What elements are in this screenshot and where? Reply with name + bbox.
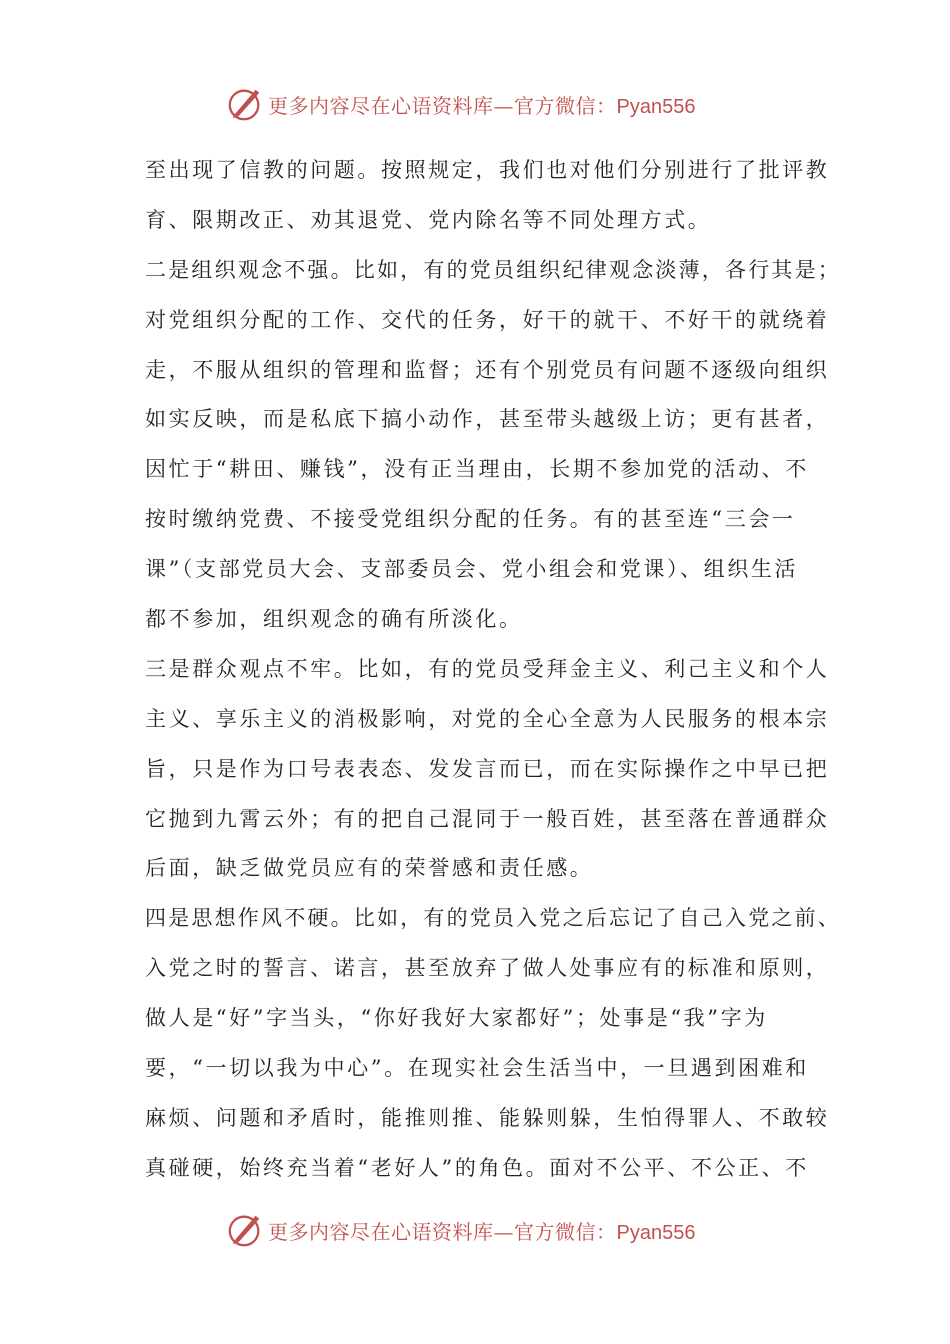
wechat-id: Pyan556 (616, 1221, 696, 1244)
text-line-9: 课”（支部党员大会、支部委员会、党小组会和党课）、组织生活 (145, 557, 799, 582)
text-line-4: 对党组织分配的工作、交代的任务，好干的就干、不好干的就绕着 (145, 307, 830, 332)
header-text: 更多内容尽在心语资料库—官方微信：Pyan556 (268, 93, 696, 118)
text-line-10: 都不参加，组织观念的确有所淡化。 (145, 607, 523, 632)
text-line-1: 至出现了信教的问题。按照规定，我们也对他们分别进行了批评教 (145, 158, 830, 182)
text-line-8: 按时缴纳党费、不接受党组织分配的任务。有的甚至连“三会一 (145, 507, 796, 532)
text-line-12: 主义、享乐主义的消极影响，对党的全心全意为人民服务的根本宗 (145, 706, 830, 731)
pen-circle-logo-icon (226, 1211, 264, 1249)
text-line-20: 麻烦、问题和矛盾时，能推则推、能躲则躲，生怕得罪人、不敢较 (145, 1105, 830, 1130)
text-line-2: 育、限期改正、劝其退党、党内除名等不同处理方式。 (145, 207, 712, 232)
document-body (145, 146, 841, 1194)
text-line-11: 三是群众观点不牢。比如，有的党员受拜金主义、利己主义和个人 (145, 656, 830, 681)
text-line-7: 因忙于“耕田、赚钱”，没有正当理由，长期不参加党的活动、不 (145, 457, 809, 482)
text-line-6: 如实反映，而是私底下搞小动作，甚至带头越级上访；更有甚者， (145, 407, 830, 432)
text-line-17: 入党之时的誓言、诺言，甚至放弃了做人处事应有的标准和原则， (145, 956, 830, 981)
text-line-21: 真碰硬，始终充当着“老好人”的角色。面对不公平、不公正、不 (145, 1155, 809, 1180)
text-line-15: 后面，缺乏做党员应有的荣誉感和责任感。 (145, 856, 594, 881)
text-line-18: 做人是“好”字当头，“你好我好大家都好”；处事是“我”字为 (145, 1006, 768, 1031)
footer-banner (226, 1210, 726, 1250)
text-line-3: 二是组织观念不强。比如，有的党员组织纪律观念淡薄，各行其是； (145, 257, 841, 282)
wechat-id: Pyan556 (616, 95, 696, 118)
header-banner (226, 84, 726, 124)
text-line-13: 旨，只是作为口号表表态、发发言而已，而在实际操作之中早已把 (145, 756, 830, 781)
footer-text: 更多内容尽在心语资料库—官方微信：Pyan556 (268, 1219, 696, 1244)
pen-circle-logo-icon (226, 85, 264, 123)
text-line-5: 走，不服从组织的管理和监督；还有个别党员有问题不逐级向组织 (145, 357, 830, 382)
text-line-14: 它抛到九霄云外；有的把自己混同于一般百姓，甚至落在普通群众 (145, 806, 830, 831)
text-line-16: 四是思想作风不硬。比如，有的党员入党之后忘记了自己入党之前、 (145, 906, 841, 931)
text-line-19: 要，“一切以我为中心”。在现实社会生活当中，一旦遇到困难和 (145, 1056, 809, 1081)
